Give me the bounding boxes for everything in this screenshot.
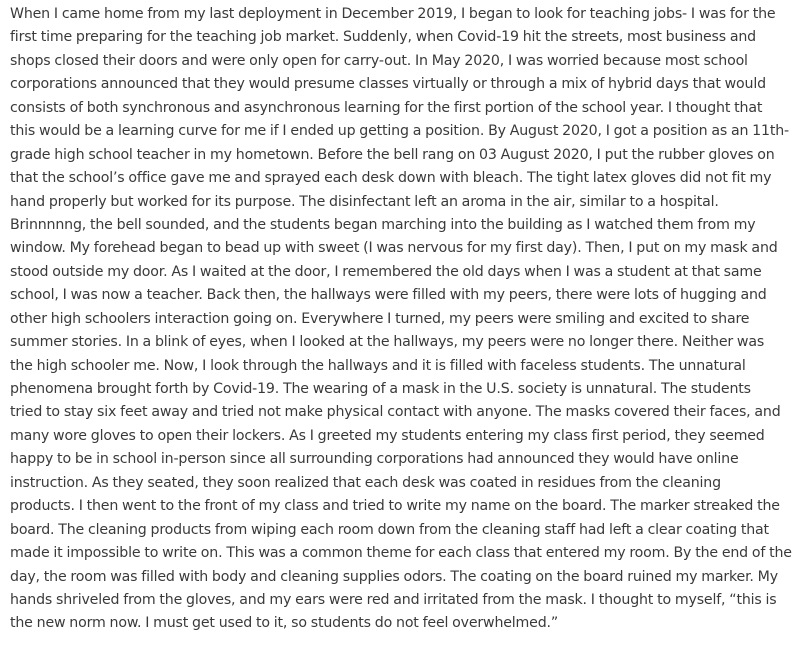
paragraph-line: school, I was now a teacher. Back then, the hallways were filled with my peers, there were lots of hugging and [10, 287, 767, 304]
paragraph-line: made it impossible to write on. This was a common theme for each class that entered my room. By the end of the [10, 545, 792, 562]
paragraph-line: that the school’s office gave me and sprayed each desk down with bleach. The tight latex gloves did not fit my [10, 170, 772, 187]
paragraph-line: window. My forehead began to bead up with sweet (I was nervous for my first day). Then, I put on my mask and [10, 240, 778, 257]
paragraph-line: hand properly but worked for its purpose. The disinfectant left an aroma in the air, similar to a hospital. [10, 193, 719, 210]
narrative-paragraph [10, 3, 803, 636]
paragraph-line: happy to be in school in-person since all surrounding corporations had announced they would have online [10, 451, 739, 468]
paragraph-line: shops closed their doors and were only open for carry-out. In May 2020, I was worried because most school [10, 52, 748, 69]
paragraph-line: summer stories. In a blink of eyes, when I looked at the hallways, my peers were no longer there. Neither was [10, 334, 765, 351]
paragraph-line: hands shriveled from the gloves, and my ears were red and irritated from the mask. I thought to myself, “this is [10, 591, 777, 608]
paragraph-line: When I came home from my last deployment in December 2019, I began to look for teaching jobs- I was for the [10, 6, 776, 22]
paragraph-line: the new norm now. I must get used to it, so students do not feel overwhelmed.” [10, 615, 559, 632]
paragraph-line: phenomena brought forth by Covid-19. The wearing of a mask in the U.S. society is unnatural. The students [10, 381, 751, 397]
paragraph-line: the high schooler me. Now, I look through the hallways and it is filled with faceless students. The unnatural [10, 357, 746, 374]
paragraph-line: this would be a learning curve for me if I ended up getting a position. By August 2020, I got a position as an 11th- [10, 123, 789, 140]
paragraph-line: products. I then went to the front of my class and tried to write my name on the board. The marker streaked the [10, 498, 780, 515]
paragraph-line: many wore gloves to open their lockers. As I greeted my students entering my class first period, they seemed [10, 427, 765, 444]
paragraph-line: Brinnnnng, the bell sounded, and the students began marching into the building as I watched them from my [10, 216, 756, 233]
paragraph-line: instruction. As they seated, they soon realized that each desk was coated in residues from the cleaning [10, 474, 721, 491]
paragraph-line: first time preparing for the teaching job market. Suddenly, when Covid-19 hit the streets, most business and [10, 29, 757, 46]
paragraph-line: stood outside my door. As I waited at the door, I remembered the old days when I was a student at that same [10, 263, 762, 280]
paragraph-line: tried to stay six feet away and tried not make physical contact with anyone. The masks covered their faces, and [10, 404, 781, 421]
paragraph-line: day, the room was filled with body and cleaning supplies odors. The coating on the board ruined my marker. My [10, 568, 778, 585]
paragraph-line: board. The cleaning products from wiping each room down from the cleaning staff had left a clear coating that [10, 521, 769, 538]
paragraph-line: corporations announced that they would presume classes virtually or through a mix of hybrid days that would [10, 76, 766, 93]
paragraph-line: other high schoolers interaction going on. Everywhere I turned, my peers were smiling and excited to share [10, 310, 750, 327]
paragraph-line: grade high school teacher in my hometown. Before the bell rang on 03 August 2020, I put the rubber gloves on [10, 146, 775, 163]
paragraph-line: consists of both synchronous and asynchronous learning for the first portion of the school year. I thought that [10, 99, 763, 116]
